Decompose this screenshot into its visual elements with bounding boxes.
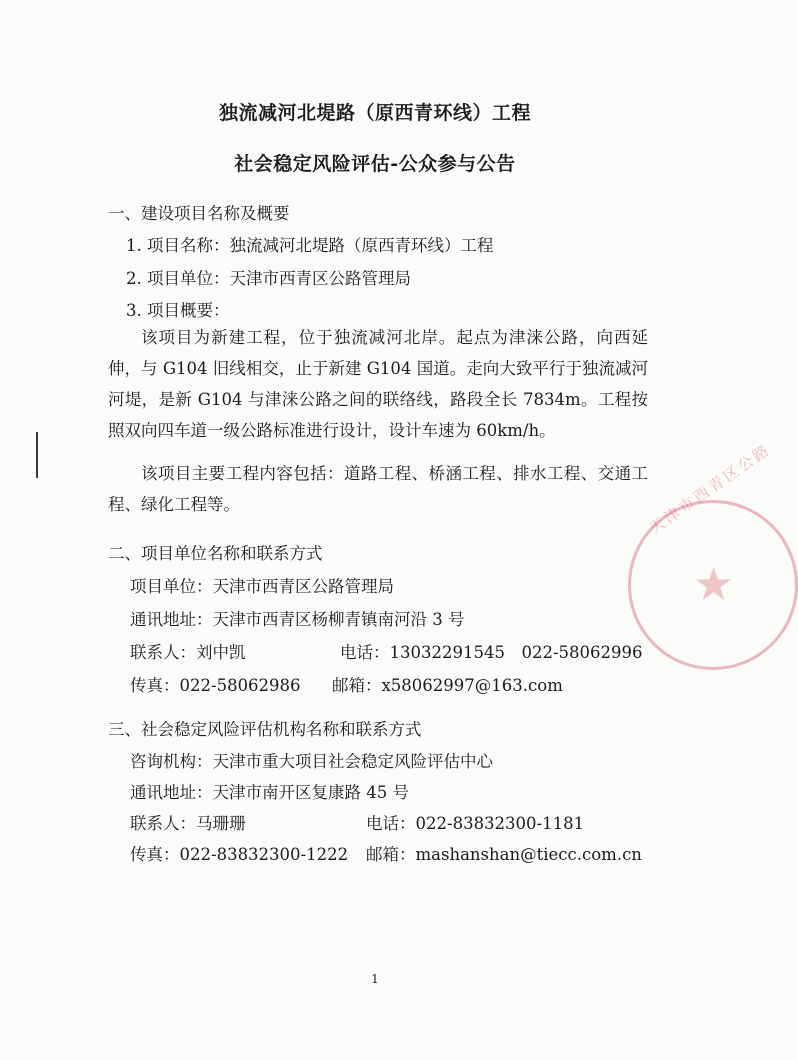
agency-fax: 传真：022-83832300-1222 <box>130 845 349 864</box>
section-heading-3: 三、社会稳定风险评估机构名称和联系方式 <box>108 720 422 739</box>
agency-contact-person: 联系人：马珊珊 <box>130 814 246 833</box>
project-content-paragraph: 该项目主要工程内容包括：道路工程、桥涵工程、排水工程、交通工程、绿化工程等。 <box>108 464 648 514</box>
project-name: 1. 项目名称：独流减河北堤路（原西青环线）工程 <box>126 236 494 255</box>
page-number: 1 <box>371 972 379 986</box>
unit-fax: 传真：022-58062986 <box>130 676 301 695</box>
project-overview-label: 3. 项目概要： <box>126 301 230 320</box>
seal-star-icon: ★ <box>693 557 735 611</box>
agency-email: 邮箱：mashanshan@tiecc.com.cn <box>366 845 642 864</box>
document-subtitle: 社会稳定风险评估-公众参与公告 <box>234 153 516 175</box>
section-heading-2: 二、项目单位名称和联系方式 <box>108 544 323 563</box>
project-unit: 2. 项目单位：天津市西青区公路管理局 <box>126 269 411 288</box>
unit-name: 项目单位：天津市西青区公路管理局 <box>130 577 394 596</box>
unit-phone: 电话：13032291545 022-58062996 <box>340 643 643 662</box>
agency-address: 通讯地址：天津市南开区复康路 45 号 <box>130 783 409 802</box>
agency-name: 咨询机构：天津市重大项目社会稳定风险评估中心 <box>130 752 493 771</box>
project-overview-paragraph: 该项目为新建工程，位于独流减河北岸。起点为津涞公路，向西延伸，与 G104 旧线相交，止于新建 G104 国道。走向大致平行于独流减河河堤，是新 G104 与津涞公路之间的联络线，路段全长 7834m。工程按照双向四车道一级公路标准进行设计，设计车速为 60km/h。 <box>108 328 648 440</box>
unit-email: 邮箱：x58062997@163.com <box>332 676 563 695</box>
unit-address: 通讯地址：天津市西青区杨柳青镇南河沿 3 号 <box>130 610 465 629</box>
unit-contact-person: 联系人：刘中凯 <box>130 643 246 662</box>
seal-text: 天津市西青区公路 <box>646 440 775 538</box>
official-seal <box>628 440 798 670</box>
document-title: 独流减河北堤路（原西青环线）工程 <box>218 102 531 124</box>
agency-phone: 电话：022-83832300-1181 <box>366 814 585 833</box>
margin-mark <box>36 432 38 478</box>
section-heading-1: 一、建设项目名称及概要 <box>108 204 290 223</box>
